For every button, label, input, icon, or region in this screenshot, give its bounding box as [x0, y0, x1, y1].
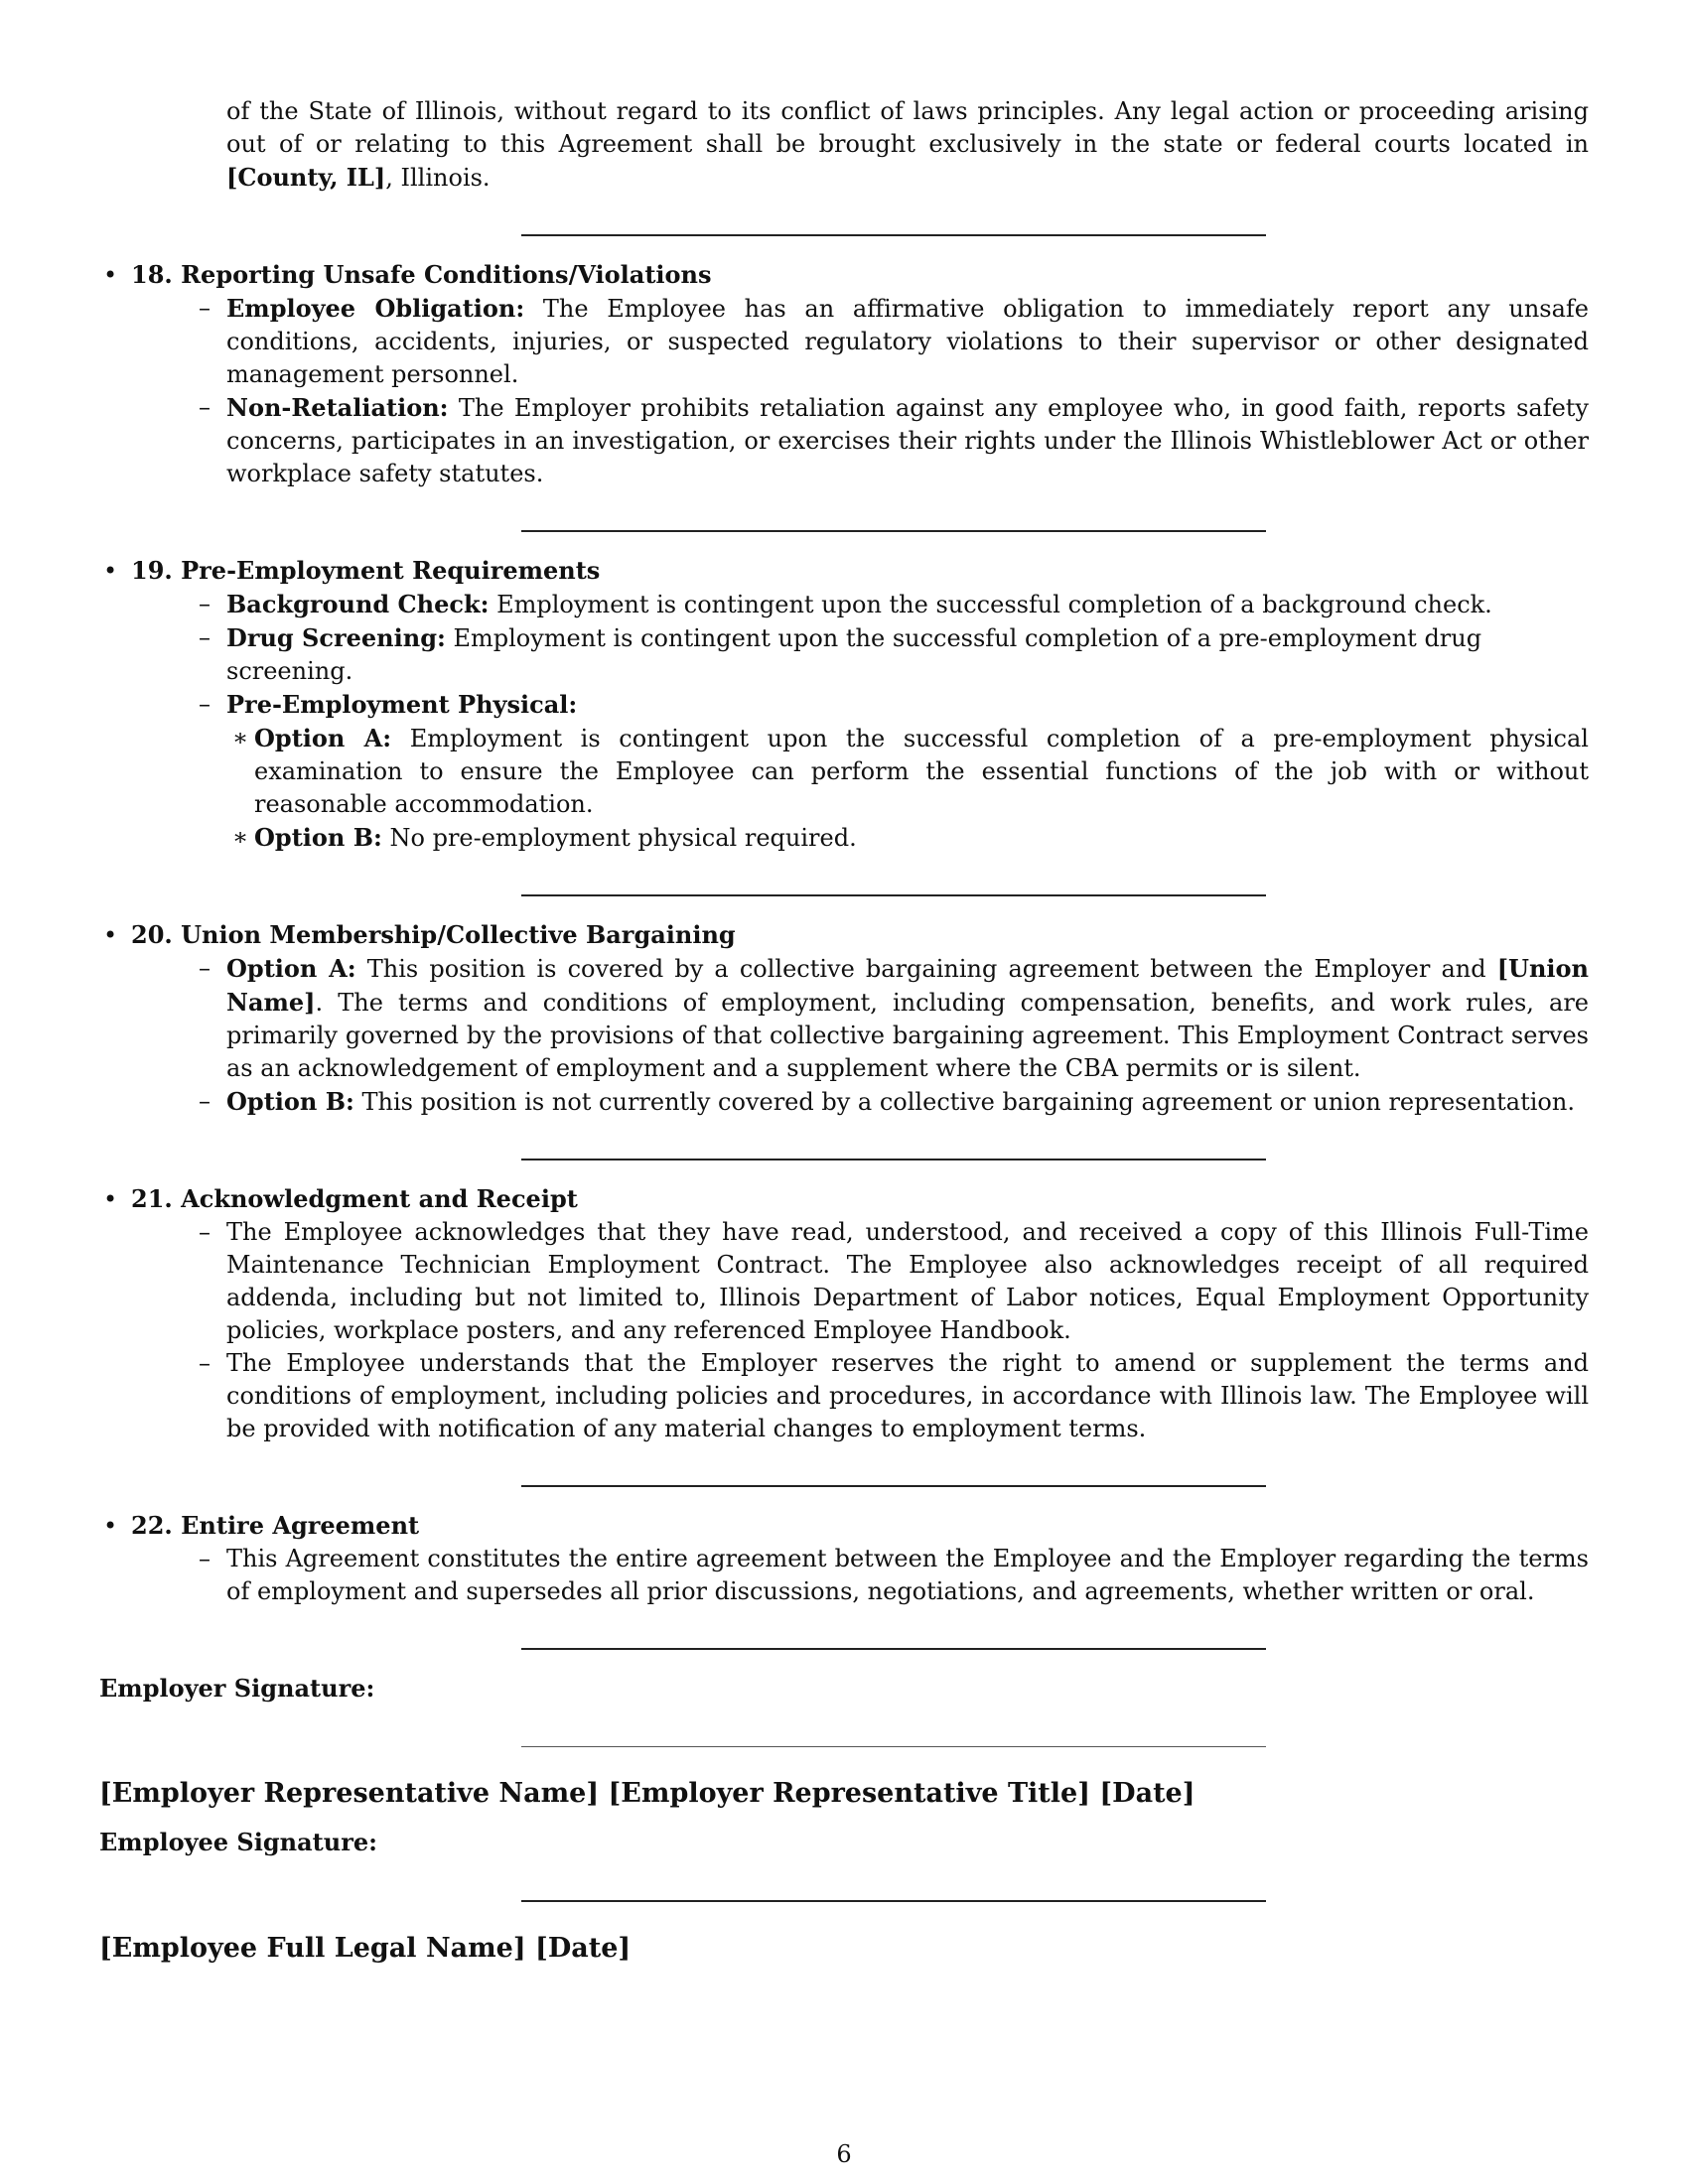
dash-icon: –	[199, 294, 211, 322]
list-item	[199, 588, 1589, 621]
bullet-icon: •	[103, 921, 118, 949]
item-text: This Agreement constitutes the entire agreement between the Employee and the Employer regarding the terms of employment and supersedes all prior discussions, negotiations, and agreements, whether written or oral.	[226, 1545, 1589, 1605]
bullet-icon: •	[103, 1512, 118, 1540]
section-title: 19. Pre-Employment Requirements	[131, 556, 601, 585]
item-text: Employment is contingent upon the successful completion of a background check.	[496, 591, 1492, 618]
section-title: 21. Acknowledgment and Receipt	[131, 1184, 578, 1213]
dash-icon: –	[199, 1545, 211, 1572]
section-title: 22. Entire Agreement	[131, 1511, 420, 1540]
section-heading	[99, 1509, 1589, 1543]
section-divider	[521, 234, 1266, 236]
option-label: Option B:	[254, 823, 382, 852]
employee-names: [Employee Full Legal Name] [Date]	[99, 1933, 632, 1964]
section-divider	[521, 1159, 1266, 1160]
list-item	[199, 688, 1589, 855]
asterisk-icon: ∗	[231, 724, 249, 751]
bullet-icon: •	[103, 557, 118, 585]
item-text: This position is covered by a collective bargaining agreement between the Employer and	[366, 955, 1497, 983]
sub-list-item	[226, 821, 1589, 855]
county-placeholder: [County, IL]	[226, 163, 386, 192]
item-text: . The terms and conditions of employment, including compensation, benefits, and work rules, are primarily governed by the provisions of that collective bargaining agreement. This Employment Contract serves as an acknowledgement of employment and a supplement where the CBA permits or is silent.	[226, 989, 1589, 1082]
employer-signature-line	[521, 1746, 1266, 1747]
list-item	[199, 391, 1589, 490]
union-name-placeholder: [Union Name]	[226, 954, 1589, 1017]
dash-icon: –	[199, 590, 211, 617]
document-content	[99, 95, 1589, 1965]
item-text: The Employer prohibits retaliation against any employee who, in good faith, reports safety concerns, participates in an investigation, or exercises their rights under the Illinois Whistleblower Act or other workplace safety statutes.	[226, 394, 1589, 487]
option-label: Option A:	[254, 724, 392, 752]
item-label: Non-Retaliation:	[226, 393, 449, 422]
item-label: Drug Screening:	[226, 623, 446, 652]
item-label: Option A:	[226, 954, 356, 983]
governing-law-text-end: , Illinois.	[385, 164, 491, 192]
section-heading	[99, 918, 1589, 952]
section-18	[99, 258, 1589, 490]
item-text: This position is not currently covered by a collective bargaining agreement or union representation.	[361, 1088, 1575, 1116]
dash-icon: –	[199, 623, 211, 651]
item-label: Employee Obligation:	[226, 294, 525, 323]
section-heading	[99, 554, 1589, 588]
employee-signature-label: Employee Signature:	[99, 1828, 377, 1856]
asterisk-icon: ∗	[231, 823, 249, 851]
governing-law-paragraph	[226, 95, 1589, 195]
section-divider	[521, 1648, 1266, 1650]
bullet-icon: •	[103, 261, 118, 289]
employer-representative-names: [Employer Representative Name] [Employer Representative Title] [Date]	[99, 1778, 1196, 1809]
section-21	[99, 1182, 1589, 1445]
section-20	[99, 918, 1589, 1119]
option-text: No pre-employment physical required.	[389, 824, 857, 852]
list-item	[199, 1216, 1589, 1347]
dash-icon: –	[199, 1218, 211, 1246]
section-divider	[521, 894, 1266, 896]
dash-icon: –	[199, 1087, 211, 1115]
item-label: Option B:	[226, 1087, 354, 1116]
section-divider	[521, 530, 1266, 532]
list-item	[199, 1085, 1589, 1119]
item-label: Background Check:	[226, 590, 490, 618]
dash-icon: –	[199, 954, 211, 982]
option-text: Employment is contingent upon the successful completion of a pre-employment physical examination to ensure the Employee can perform the essential functions of the job with or without reasonable accommodation.	[254, 725, 1589, 818]
dash-icon: –	[199, 690, 211, 718]
list-item	[199, 1347, 1589, 1445]
bullet-icon: •	[103, 1185, 118, 1213]
list-item	[199, 292, 1589, 391]
list-item	[199, 621, 1589, 688]
section-heading	[99, 258, 1589, 292]
item-text: The Employee acknowledges that they have read, understood, and received a copy of this Illinois Full-Time Maintenance Technician Employment Contract. The Employee also acknowledges receipt of all required addenda, including but not limited to, Illinois Department of Labor notices, Equal Employment Opportunity policies, workplace posters, and any referenced Employee Handbook.	[226, 1218, 1589, 1344]
item-text: The Employee understands that the Employer reserves the right to amend or supplement the terms and conditions of employment, including policies and procedures, in accordance with Illinois law. The Employee will be provided with notification of any material changes to employment terms.	[226, 1349, 1589, 1442]
section-divider	[521, 1485, 1266, 1487]
employee-signature-line	[521, 1900, 1266, 1902]
section-title: 20. Union Membership/Collective Bargaining	[131, 920, 736, 949]
section-22	[99, 1509, 1589, 1608]
governing-law-text: of the State of Illinois, without regard to its conflict of laws principles. Any legal action or proceeding arising out of or relating to this Agreement shall be brought exclusively in the state or federal courts located in	[226, 97, 1589, 158]
section-heading	[99, 1182, 1589, 1216]
employer-signature-label: Employer Signature:	[99, 1674, 375, 1703]
section-title: 18. Reporting Unsafe Conditions/Violations	[131, 260, 712, 289]
item-text: The Employee has an affirmative obligation to immediately report any unsafe conditions, accidents, injuries, or suspected regulatory violations to their supervisor or other designated management personnel.	[226, 295, 1589, 388]
item-label: Pre-Employment Physical:	[226, 690, 578, 719]
section-19	[99, 554, 1589, 855]
item-text: Employment is contingent upon the successful completion of a pre-employment drug screening.	[226, 624, 1482, 685]
list-item	[199, 952, 1589, 1085]
dash-icon: –	[199, 1349, 211, 1377]
page-number: 6	[836, 2140, 852, 2168]
sub-list-item	[226, 722, 1589, 821]
list-item	[199, 1543, 1589, 1608]
dash-icon: –	[199, 393, 211, 421]
